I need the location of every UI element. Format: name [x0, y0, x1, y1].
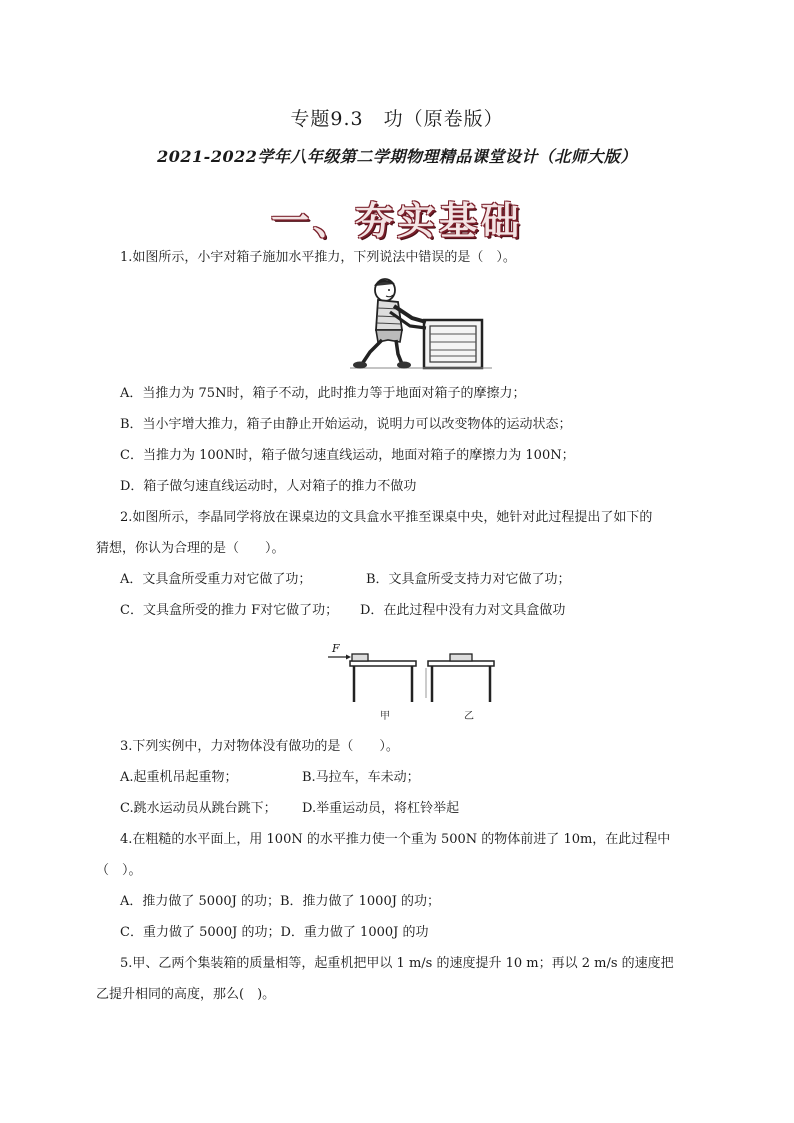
q5-stem-line1: 5.甲、乙两个集装箱的质量相等，起重机把甲以 1 m/s 的速度提升 10 m；再以 2 m/s 的速度把 [120, 956, 674, 971]
figure-label-yi: 乙 [464, 711, 474, 722]
q1-option-a: A．当推力为 75N时，箱子不动，此时推力等于地面对箱子的摩擦力； [120, 386, 526, 401]
q2-option-b: B．文具盒所受支持力对它做了功； [366, 572, 571, 587]
q4-stem-line1: 4.在粗糙的水平面上，用 100N 的水平推力使一个重为 500N 的物体前进了 10m，在此过程中 [120, 832, 671, 847]
q2-stem-line1: 2.如图所示，李晶同学将放在课桌边的文具盒水平推至课桌中央，她针对此过程提出了如下的 [120, 510, 653, 525]
q1-option-d: D．箱子做匀速直线运动时，人对箱子的推力不做功 [120, 479, 417, 494]
q3-option-d: D.举重运动员，将杠铃举起 [302, 801, 460, 816]
pencil-box-right [450, 654, 472, 661]
page-subtitle: 2021-2022学年八年级第二学期物理精品课堂设计（北师大版） [157, 147, 637, 166]
q2-option-d: D．在此过程中没有力对文具盒做功 [360, 603, 566, 618]
q2-stem-line2: 猜想，你认为合理的是（ ）。 [96, 541, 285, 556]
figure-label-jia: 甲 [380, 711, 390, 722]
q5-stem-line2: 乙提升相同的高度，那么( )。 [96, 987, 276, 1002]
desk-pencil-box-figure [322, 640, 502, 726]
q3-option-c: C.跳水运动员从跳台跳下； [120, 801, 277, 816]
q1-stem: 1.如图所示，小宇对箱子施加水平推力，下列说法中错误的是（ ）。 [120, 250, 516, 265]
q2-option-c: C．文具盒所受的推力 F对它做了功； [120, 603, 339, 618]
section-heading: 一、夯实基础 [270, 199, 523, 243]
q3-option-b: B.马拉车，车未动； [302, 770, 420, 785]
force-label: F [332, 642, 340, 655]
boy-pushing-box-figure [340, 276, 500, 372]
q2-option-a: A．文具盒所受重力对它做了功； [120, 572, 312, 587]
q1-option-c: C．当推力为 100N时，箱子做匀速直线运动，地面对箱子的摩擦力为 100N； [120, 448, 575, 463]
q4-stem-line2: （ ）。 [96, 863, 142, 878]
q3-option-a: A.起重机吊起重物； [120, 770, 238, 785]
pencil-box-left [352, 654, 368, 661]
q4-options-cd: C．重力做了 5000J 的功；D．重力做了 1000J 的功 [120, 925, 429, 940]
q4-options-ab: A．推力做了 5000J 的功；B．推力做了 1000J 的功； [120, 894, 441, 909]
q1-option-b: B．当小宇增大推力，箱子由静止开始运动，说明力可以改变物体的运动状态； [120, 417, 572, 432]
q3-stem: 3.下列实例中，力对物体没有做功的是（ ）。 [120, 739, 399, 754]
page-title: 专题9.3 功（原卷版） [290, 108, 504, 130]
